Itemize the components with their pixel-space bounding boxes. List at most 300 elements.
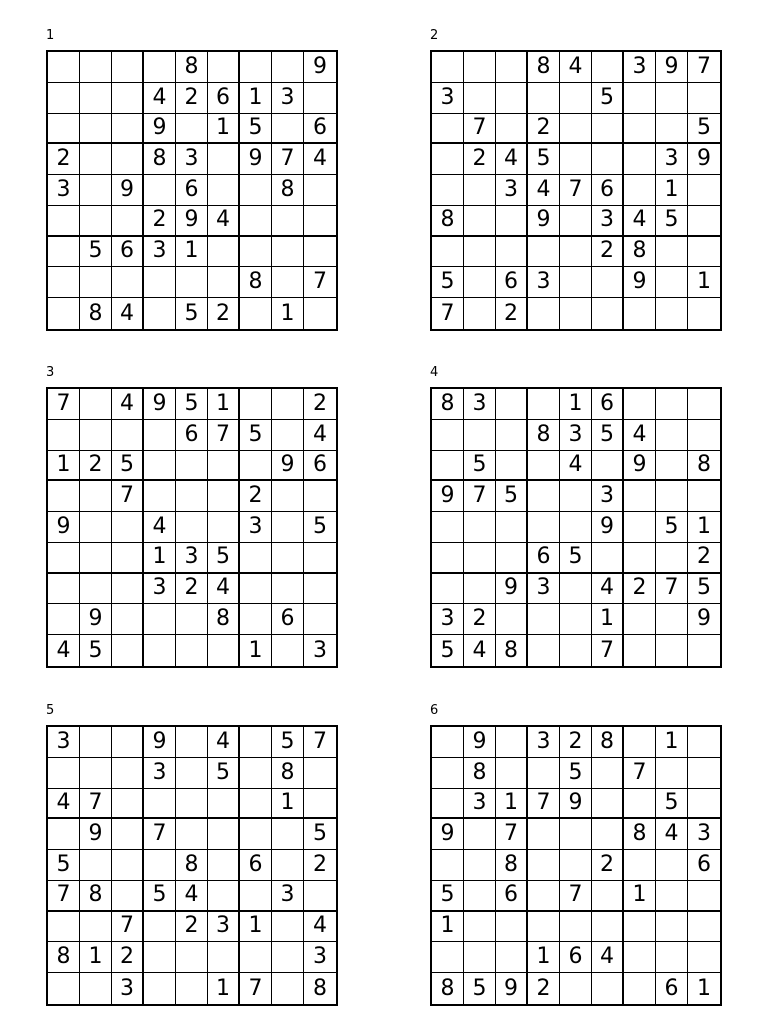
sudoku-cell: 2 (176, 912, 208, 943)
sudoku-cell: 8 (528, 420, 560, 451)
sudoku-cell (528, 881, 560, 912)
sudoku-cell (592, 451, 624, 482)
sudoku-cell (528, 912, 560, 943)
sudoku-cell (176, 727, 208, 758)
puzzle-number: 1 (46, 28, 55, 43)
sudoku-cell (496, 206, 528, 237)
sudoku-cell (592, 881, 624, 912)
sudoku-cell (272, 267, 304, 298)
sudoku-cell: 5 (208, 543, 240, 574)
sudoku-cell (560, 912, 592, 943)
sudoku-cell (240, 52, 272, 83)
sudoku-cell (624, 298, 656, 329)
sudoku-cell: 9 (528, 206, 560, 237)
sudoku-cell (560, 574, 592, 605)
sudoku-cell (432, 52, 464, 83)
sudoku-cell (624, 973, 656, 1004)
sudoku-cell (496, 912, 528, 943)
puzzle-number: 2 (430, 28, 439, 43)
sudoku-cell (112, 574, 144, 605)
sudoku-cell: 5 (304, 512, 336, 543)
sudoku-cell: 5 (432, 881, 464, 912)
sudoku-cell (208, 942, 240, 973)
sudoku-cell: 4 (304, 912, 336, 943)
sudoku-cell (304, 543, 336, 574)
sudoku-cell (528, 389, 560, 420)
sudoku-cell: 6 (496, 267, 528, 298)
sudoku-cell (80, 727, 112, 758)
sudoku-cell (304, 237, 336, 268)
sudoku-cell: 8 (272, 175, 304, 206)
sudoku-cell (48, 481, 80, 512)
sudoku-cell: 5 (112, 451, 144, 482)
sudoku-cell (176, 635, 208, 666)
sudoku-cell: 7 (240, 973, 272, 1004)
sudoku-cell (624, 543, 656, 574)
sudoku-cell: 6 (272, 604, 304, 635)
sudoku-cell: 5 (272, 727, 304, 758)
sudoku-cell: 6 (688, 850, 720, 881)
sudoku-cell: 3 (112, 973, 144, 1004)
sudoku-cell (272, 942, 304, 973)
sudoku-cell: 3 (464, 789, 496, 820)
sudoku-cell: 5 (688, 574, 720, 605)
sudoku-cell: 7 (432, 298, 464, 329)
sudoku-cell: 4 (656, 819, 688, 850)
sudoku-cell (656, 83, 688, 114)
sudoku-cell: 9 (464, 727, 496, 758)
sudoku-cell: 2 (528, 114, 560, 145)
sudoku-cell (48, 267, 80, 298)
sudoku-cell (240, 574, 272, 605)
sudoku-cell (656, 850, 688, 881)
sudoku-cell (272, 389, 304, 420)
sudoku-cell (80, 850, 112, 881)
sudoku-cell (208, 881, 240, 912)
sudoku-cell (176, 789, 208, 820)
sudoku-cell (656, 543, 688, 574)
sudoku-cell (624, 789, 656, 820)
sudoku-cell: 8 (144, 144, 176, 175)
sudoku-cell: 5 (304, 819, 336, 850)
sudoku-cell (592, 267, 624, 298)
sudoku-cell: 9 (176, 206, 208, 237)
sudoku-cell (80, 420, 112, 451)
sudoku-cell (112, 543, 144, 574)
sudoku-cell: 8 (464, 758, 496, 789)
sudoku-cell: 6 (208, 83, 240, 114)
sudoku-cell (112, 206, 144, 237)
sudoku-cell (528, 83, 560, 114)
sudoku-cell (240, 789, 272, 820)
sudoku-cell: 5 (240, 114, 272, 145)
sudoku-cell: 4 (624, 206, 656, 237)
sudoku-cell (624, 604, 656, 635)
sudoku-cell: 6 (656, 973, 688, 1004)
sudoku-cell (432, 114, 464, 145)
sudoku-cell (496, 114, 528, 145)
sudoku-cell (496, 52, 528, 83)
sudoku-cell (624, 175, 656, 206)
sudoku-cell (304, 298, 336, 329)
sudoku-cell (688, 206, 720, 237)
sudoku-cell (272, 114, 304, 145)
sudoku-cell (48, 819, 80, 850)
sudoku-cell (80, 114, 112, 145)
sudoku-cell (304, 604, 336, 635)
sudoku-cell (80, 973, 112, 1004)
sudoku-cell (560, 635, 592, 666)
sudoku-cell: 9 (688, 144, 720, 175)
sudoku-cell: 9 (496, 973, 528, 1004)
sudoku-cell (688, 758, 720, 789)
sudoku-cell: 4 (304, 144, 336, 175)
sudoku-cell (240, 819, 272, 850)
sudoku-cell: 7 (464, 481, 496, 512)
sudoku-cell (272, 52, 304, 83)
sudoku-cell (624, 144, 656, 175)
sudoku-cell: 4 (592, 574, 624, 605)
sudoku-cell: 3 (144, 237, 176, 268)
sudoku-cell (208, 635, 240, 666)
sudoku-cell (240, 451, 272, 482)
sudoku-cell (144, 481, 176, 512)
sudoku-cell (240, 175, 272, 206)
sudoku-cell (560, 481, 592, 512)
sudoku-cell (656, 481, 688, 512)
sudoku-cell (592, 819, 624, 850)
sudoku-cell: 1 (208, 973, 240, 1004)
sudoku-cell (464, 420, 496, 451)
sudoku-cell (144, 267, 176, 298)
sudoku-cell: 7 (48, 881, 80, 912)
sudoku-cell (592, 789, 624, 820)
sudoku-cell (464, 881, 496, 912)
sudoku-cell: 4 (48, 789, 80, 820)
sudoku-cell: 3 (592, 206, 624, 237)
sudoku-cell (496, 942, 528, 973)
sudoku-cell (48, 83, 80, 114)
sudoku-cell (496, 389, 528, 420)
sudoku-cell (560, 850, 592, 881)
sudoku-cell: 1 (240, 912, 272, 943)
sudoku-cell (560, 114, 592, 145)
sudoku-cell (48, 420, 80, 451)
puzzle-number: 5 (46, 703, 55, 718)
sudoku-cell (112, 512, 144, 543)
sudoku-cell: 7 (112, 481, 144, 512)
sudoku-cell (592, 298, 624, 329)
sudoku-cell (464, 512, 496, 543)
sudoku-cell: 8 (80, 298, 112, 329)
sudoku-cell (464, 819, 496, 850)
sudoku-cell: 9 (496, 574, 528, 605)
sudoku-cell (656, 267, 688, 298)
sudoku-cell (144, 973, 176, 1004)
sudoku-cell: 3 (624, 52, 656, 83)
puzzle-number: 4 (430, 365, 439, 380)
sudoku-cell: 1 (656, 175, 688, 206)
sudoku-cell: 4 (464, 635, 496, 666)
sudoku-cell: 8 (496, 850, 528, 881)
sudoku-cell (656, 420, 688, 451)
sudoku-cell (304, 83, 336, 114)
puzzle-number: 6 (430, 703, 439, 718)
sudoku-cell (80, 206, 112, 237)
sudoku-cell (688, 298, 720, 329)
sudoku-cell (656, 881, 688, 912)
sudoku-cell: 1 (496, 789, 528, 820)
sudoku-cell (656, 298, 688, 329)
sudoku-cell (272, 819, 304, 850)
sudoku-cell (272, 206, 304, 237)
sudoku-cell (528, 512, 560, 543)
sudoku-cell: 2 (176, 574, 208, 605)
sudoku-cell: 2 (592, 850, 624, 881)
sudoku-cell (432, 512, 464, 543)
sudoku-cell (272, 912, 304, 943)
sudoku-cell (592, 973, 624, 1004)
sudoku-cell: 4 (624, 420, 656, 451)
sudoku-cell (688, 420, 720, 451)
sudoku-cell (272, 635, 304, 666)
sudoku-cell (304, 789, 336, 820)
sudoku-cell (496, 451, 528, 482)
sudoku-cell (208, 789, 240, 820)
sudoku-cell: 1 (240, 83, 272, 114)
sudoku-cell (80, 512, 112, 543)
sudoku-cell (144, 420, 176, 451)
sudoku-cell: 1 (592, 604, 624, 635)
sudoku-cell (304, 175, 336, 206)
sudoku-cell (144, 942, 176, 973)
sudoku-cell: 4 (208, 574, 240, 605)
sudoku-cell (112, 144, 144, 175)
sudoku-grid (430, 50, 722, 331)
sudoku-cell (304, 574, 336, 605)
sudoku-cell: 4 (208, 727, 240, 758)
sudoku-cell (624, 635, 656, 666)
sudoku-cell (176, 512, 208, 543)
sudoku-cell: 4 (112, 389, 144, 420)
sudoku-cell (432, 237, 464, 268)
sudoku-cell: 3 (464, 389, 496, 420)
sudoku-cell (560, 237, 592, 268)
sudoku-cell: 3 (272, 881, 304, 912)
sudoku-cell: 4 (208, 206, 240, 237)
sudoku-cell (496, 604, 528, 635)
sudoku-cell (80, 912, 112, 943)
sudoku-cell (208, 267, 240, 298)
sudoku-cell (688, 237, 720, 268)
sudoku-cell: 2 (304, 389, 336, 420)
sudoku-cell: 3 (656, 144, 688, 175)
sudoku-cell: 1 (272, 789, 304, 820)
sudoku-cell (528, 298, 560, 329)
sudoku-cell (176, 819, 208, 850)
sudoku-cell (80, 758, 112, 789)
sudoku-cell (656, 912, 688, 943)
sudoku-cell: 9 (592, 512, 624, 543)
sudoku-cell (656, 604, 688, 635)
sudoku-cell: 5 (80, 237, 112, 268)
sudoku-cell (688, 389, 720, 420)
sudoku-cell: 2 (464, 144, 496, 175)
sudoku-cell: 5 (176, 298, 208, 329)
sudoku-cell: 7 (48, 389, 80, 420)
sudoku-cell (304, 881, 336, 912)
sudoku-cell (656, 942, 688, 973)
sudoku-cell (48, 114, 80, 145)
sudoku-cell: 6 (112, 237, 144, 268)
sudoku-cell: 4 (144, 512, 176, 543)
sudoku-cell (208, 52, 240, 83)
sudoku-cell: 1 (80, 942, 112, 973)
sudoku-cell (240, 206, 272, 237)
sudoku-cell: 2 (240, 481, 272, 512)
sudoku-cell (496, 237, 528, 268)
sudoku-cell (144, 635, 176, 666)
sudoku-cell (272, 543, 304, 574)
sudoku-cell (80, 52, 112, 83)
sudoku-cell (528, 604, 560, 635)
sudoku-cell: 3 (496, 175, 528, 206)
sudoku-cell: 9 (112, 175, 144, 206)
sudoku-cell (496, 727, 528, 758)
sudoku-cell (560, 298, 592, 329)
sudoku-cell: 8 (528, 52, 560, 83)
sudoku-cell (144, 52, 176, 83)
sudoku-cell: 7 (656, 574, 688, 605)
sudoku-cell (112, 267, 144, 298)
sudoku-cell: 5 (560, 758, 592, 789)
sudoku-cell: 6 (560, 942, 592, 973)
sudoku-cell (176, 451, 208, 482)
sudoku-cell (496, 512, 528, 543)
sudoku-cell (144, 912, 176, 943)
sudoku-cell (112, 850, 144, 881)
sudoku-cell: 1 (688, 512, 720, 543)
sudoku-cell: 5 (48, 850, 80, 881)
sudoku-cell (80, 543, 112, 574)
sudoku-cell (240, 727, 272, 758)
sudoku-cell: 9 (272, 451, 304, 482)
sudoku-cell (208, 175, 240, 206)
sudoku-cell (432, 420, 464, 451)
sudoku-cell: 4 (48, 635, 80, 666)
sudoku-cell (176, 114, 208, 145)
sudoku-cell (432, 144, 464, 175)
sudoku-cell: 8 (48, 942, 80, 973)
sudoku-cell: 5 (528, 144, 560, 175)
sudoku-cell: 3 (432, 83, 464, 114)
sudoku-cell: 3 (208, 912, 240, 943)
sudoku-cell (144, 451, 176, 482)
sudoku-cell: 5 (432, 267, 464, 298)
sudoku-cell: 5 (688, 114, 720, 145)
sudoku-cell (80, 175, 112, 206)
sudoku-cell: 4 (560, 52, 592, 83)
sudoku-cell (304, 206, 336, 237)
sudoku-cell (624, 83, 656, 114)
sudoku-cell (464, 543, 496, 574)
sudoku-cell: 8 (432, 206, 464, 237)
sudoku-cell (528, 758, 560, 789)
sudoku-cell: 3 (48, 727, 80, 758)
sudoku-cell (272, 850, 304, 881)
sudoku-cell (240, 881, 272, 912)
sudoku-cell: 8 (272, 758, 304, 789)
sudoku-cell: 1 (240, 635, 272, 666)
sudoku-cell (464, 574, 496, 605)
sudoku-cell (112, 52, 144, 83)
sudoku-cell (560, 267, 592, 298)
sudoku-cell: 2 (304, 850, 336, 881)
sudoku-cell: 4 (560, 451, 592, 482)
sudoku-cell (688, 881, 720, 912)
sudoku-cell: 5 (80, 635, 112, 666)
sudoku-cell: 9 (624, 267, 656, 298)
sudoku-cell (464, 942, 496, 973)
sudoku-cell (208, 237, 240, 268)
sudoku-cell: 7 (112, 912, 144, 943)
sudoku-cell: 3 (528, 574, 560, 605)
sudoku-cell: 5 (240, 420, 272, 451)
sudoku-cell (528, 635, 560, 666)
sudoku-cell: 3 (528, 727, 560, 758)
sudoku-cell: 1 (432, 912, 464, 943)
sudoku-cell (272, 574, 304, 605)
sudoku-cell (272, 481, 304, 512)
sudoku-cell (560, 83, 592, 114)
sudoku-cell (240, 758, 272, 789)
sudoku-cell: 1 (688, 267, 720, 298)
sudoku-cell (624, 481, 656, 512)
sudoku-cell (592, 52, 624, 83)
sudoku-cell: 3 (272, 83, 304, 114)
sudoku-cell: 1 (176, 237, 208, 268)
sudoku-cell: 9 (80, 819, 112, 850)
sudoku-cell: 1 (528, 942, 560, 973)
sudoku-cell (624, 942, 656, 973)
sudoku-cell: 8 (496, 635, 528, 666)
sudoku-cell (464, 298, 496, 329)
sudoku-cell: 5 (656, 789, 688, 820)
sudoku-cell: 2 (528, 973, 560, 1004)
sudoku-cell (112, 83, 144, 114)
sudoku-cell: 7 (688, 52, 720, 83)
sudoku-cell (496, 420, 528, 451)
sudoku-cell (112, 635, 144, 666)
sudoku-cell: 9 (688, 604, 720, 635)
sudoku-cell (656, 237, 688, 268)
sudoku-cell: 8 (624, 237, 656, 268)
sudoku-cell (272, 420, 304, 451)
sudoku-cell (432, 543, 464, 574)
sudoku-cell: 1 (656, 727, 688, 758)
sudoku-cell (624, 389, 656, 420)
sudoku-cell: 4 (592, 942, 624, 973)
sudoku-cell (112, 819, 144, 850)
sudoku-cell (48, 912, 80, 943)
sudoku-cell (240, 604, 272, 635)
sudoku-cell (208, 512, 240, 543)
sudoku-cell: 3 (313, 637, 327, 663)
sudoku-cell (240, 237, 272, 268)
sudoku-cell (144, 789, 176, 820)
sudoku-cell (464, 912, 496, 943)
sudoku-cell (48, 758, 80, 789)
